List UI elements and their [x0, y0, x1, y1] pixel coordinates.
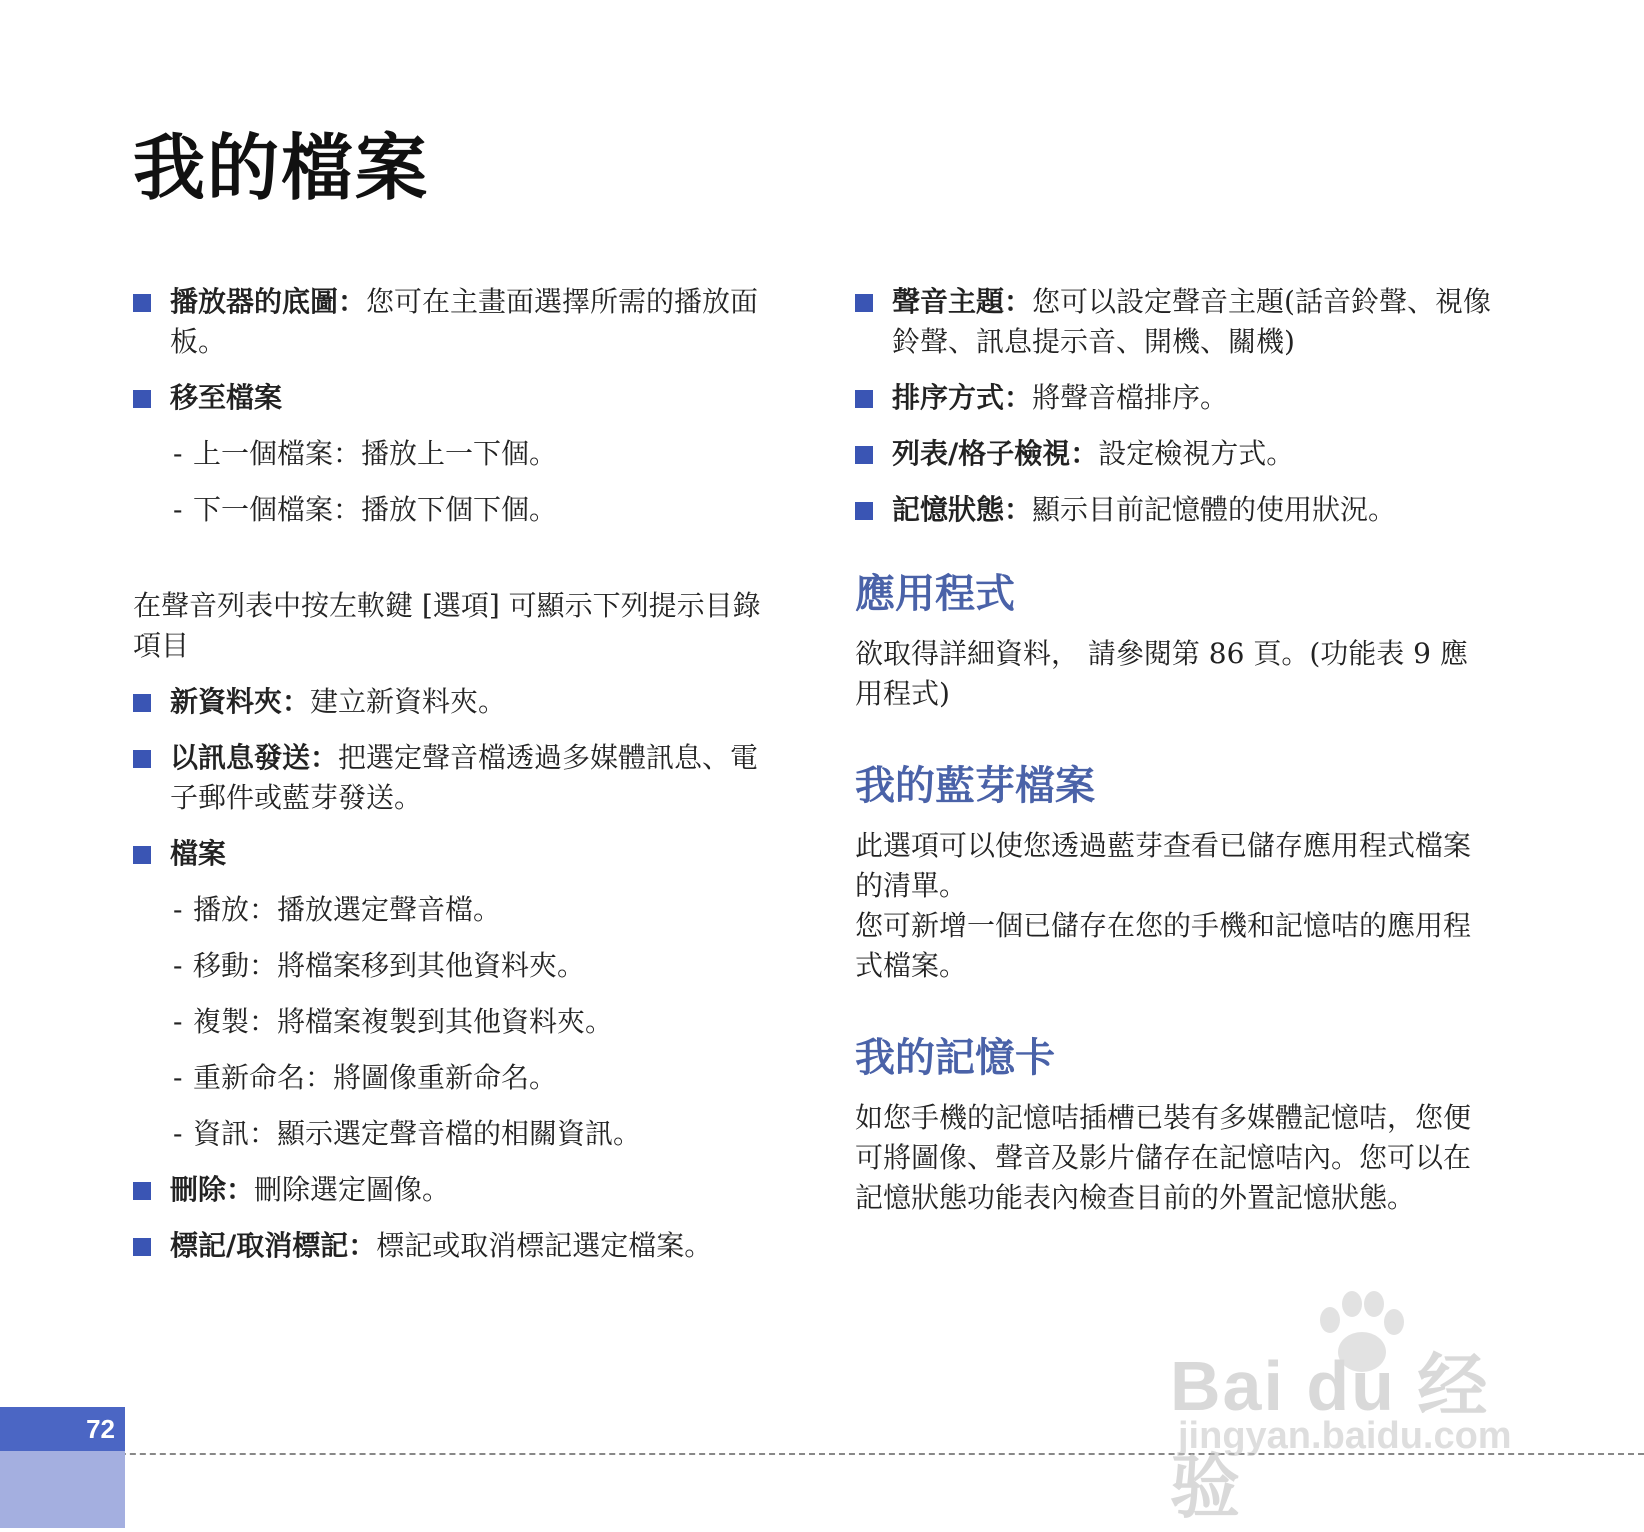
- list-item-delete: 刪除：刪除選定圖像。: [133, 1170, 773, 1210]
- list-item-view: 列表/格子檢視：設定檢視方式。: [855, 434, 1495, 474]
- square-bullet-icon: [133, 294, 151, 312]
- sub-item-rename: - 重新命名：將圖像重新命名。: [173, 1061, 558, 1094]
- bt-body-2: 您可新增一個已儲存在您的手機和記憶咭的應用程式檔案。: [855, 909, 1472, 982]
- list-item-file: 檔案: [133, 834, 773, 874]
- section-title-bt: 我的藍芽檔案: [855, 762, 1095, 809]
- right-column: [855, 282, 1495, 1218]
- square-bullet-icon: [855, 294, 873, 312]
- list-item-memory: 記憶狀態：顯示目前記憶體的使用狀況。: [855, 490, 1495, 530]
- square-bullet-icon: [133, 390, 151, 408]
- watermark-url: jingyan.baidu.com: [1178, 1415, 1512, 1457]
- square-bullet-icon: [133, 694, 151, 712]
- sub-item-next-file: - 下一個檔案：播放下個下個。: [173, 493, 558, 526]
- baidu-watermark: [1170, 1290, 1550, 1526]
- section-title-card: 我的記憶卡: [855, 1034, 1055, 1081]
- sub-item-move: - 移動：將檔案移到其他資料夾。: [173, 949, 586, 982]
- page-number-tab-top: [0, 1407, 125, 1451]
- list-item-mark: 標記/取消標記：標記或取消標記選定檔案。: [133, 1226, 773, 1266]
- square-bullet-icon: [855, 446, 873, 464]
- square-bullet-icon: [855, 390, 873, 408]
- list-item-send-via: 以訊息發送：把選定聲音檔透過多媒體訊息、電子郵件或藍芽發送。: [133, 738, 773, 818]
- card-body: 如您手機的記憶咭插槽已裝有多媒體記憶咭，您便可將圖像、聲音及影片儲存在記憶咭內。您可以在記憶狀態功能表內檢查目前的外置記憶狀態。: [855, 1101, 1472, 1214]
- square-bullet-icon: [133, 1182, 151, 1200]
- sub-item-copy: - 複製：將檔案複製到其他資料夾。: [173, 1005, 614, 1038]
- list-item-new-folder: 新資料夾：建立新資料夾。: [133, 682, 773, 722]
- list-item-move-to-file: 移至檔案: [133, 378, 773, 418]
- page-number: 72: [86, 1414, 115, 1444]
- square-bullet-icon: [133, 1238, 151, 1256]
- list-item-sound-theme: 聲音主題：您可以設定聲音主題(話音鈴聲、視像鈴聲、訊息提示音、開機、關機): [855, 282, 1495, 362]
- sub-item-prev-file: - 上一個檔案：播放上一下個。: [173, 437, 558, 470]
- list-item-sort: 排序方式：將聲音檔排序。: [855, 378, 1495, 418]
- bt-body-1: 此選項可以使您透過藍芽查看已儲存應用程式檔案的清單。: [855, 829, 1472, 902]
- apps-body: 欲取得詳細資料， 請參閱第 86 頁。(功能表 9 應用程式): [855, 637, 1468, 710]
- section-title-apps: 應用程式: [855, 570, 1015, 617]
- watermark-brand: Bai du 经验: [1170, 1347, 1490, 1526]
- square-bullet-icon: [133, 846, 151, 864]
- page-title: 我的檔案: [133, 125, 430, 210]
- sub-item-play: - 播放：播放選定聲音檔。: [173, 893, 502, 926]
- square-bullet-icon: [133, 750, 151, 768]
- options-intro: 在聲音列表中按左軟鍵 [選項] 可顯示下列提示目錄項目: [133, 589, 761, 662]
- left-column: [133, 282, 773, 1282]
- list-item-player-bg: 播放器的底圖：您可在主畫面選擇所需的播放面板。: [133, 282, 773, 362]
- sub-item-info: - 資訊：顯示選定聲音檔的相關資訊。: [173, 1117, 642, 1150]
- page-number-tab: [0, 1407, 125, 1528]
- square-bullet-icon: [855, 502, 873, 520]
